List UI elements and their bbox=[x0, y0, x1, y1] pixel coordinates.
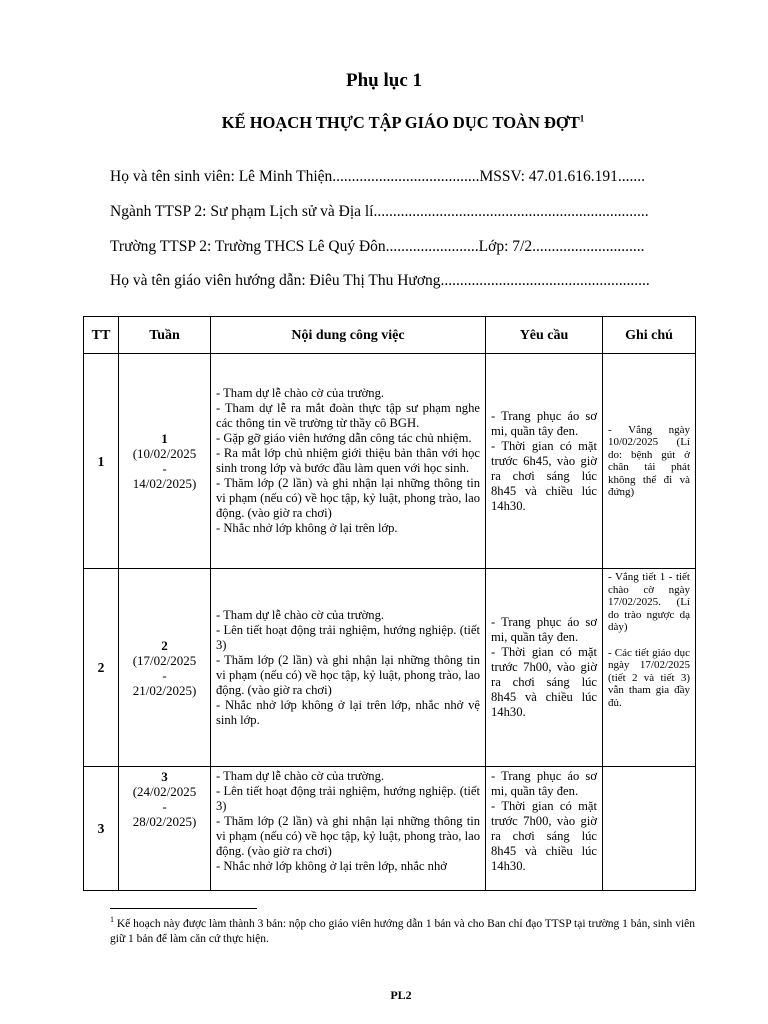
content-cell-item: - Lên tiết hoạt động trải nghiệm, hướng nghiệp. (tiết 3) bbox=[216, 784, 480, 813]
week-start: (10/02/2025 bbox=[132, 446, 197, 461]
requirements-cell-item: - Thời gian có mặt trước 7h00, vào giờ ra chơi sáng lúc 8h45 và chiều lúc 14h30. bbox=[491, 645, 597, 719]
content-cell-item: - Tham dự lễ chào cờ của trường. bbox=[216, 386, 385, 400]
content-cell-item: - Nhắc nhở lớp không ở lại trên lớp, nhắc nhở bbox=[216, 859, 447, 873]
header-week: Tuần bbox=[119, 317, 211, 354]
week-start: (17/02/2025 bbox=[132, 652, 197, 668]
appendix-title: Phụ lục 1 bbox=[345, 70, 423, 91]
content-cell bbox=[211, 354, 486, 569]
row-number: 2 bbox=[84, 569, 119, 767]
content-cell bbox=[211, 767, 486, 891]
notes-cell bbox=[603, 354, 696, 569]
header-requirements: Yêu cầu bbox=[486, 317, 603, 354]
plan-title-text: KẾ HOẠCH THỰC TẬP GIÁO DỤC TOÀN ĐỢT bbox=[221, 113, 580, 132]
week-no: 1 bbox=[161, 431, 168, 446]
content-cell-item: - Lên tiết hoạt động trải nghiệm, hướng nghiệp. (tiết 3) bbox=[216, 622, 480, 652]
content-cell-item: - Tham dự lễ chào cờ của trường. bbox=[216, 607, 385, 622]
content-cell bbox=[211, 569, 486, 767]
footnote bbox=[110, 912, 695, 947]
content-cell-item: - Thăm lớp (2 lần) và ghi nhận lại những thông tin vi phạm (nếu có) về học tập, kỷ luật, phong trào, lao động. (vào giờ ra chơi) bbox=[216, 814, 480, 858]
requirements-cell-item: - Trang phục áo sơ mi, quần tây đen. bbox=[491, 615, 597, 644]
student-info-line: Họ và tên sinh viên: Lê Minh Thiện......................................MSSV: 47.01.616.191....... bbox=[110, 168, 646, 185]
week-no: 3 bbox=[161, 769, 168, 784]
week-cell bbox=[119, 354, 211, 569]
notes-cell-item: - Các tiết giáo dục ngày 17/02/2025 (tiết 2 và tiết 3) vẫn tham gia đầy đủ. bbox=[608, 646, 690, 709]
table-row bbox=[84, 767, 696, 891]
content-cell-item: - Gặp gỡ giáo viên hướng dẫn công tác chủ nhiệm. bbox=[216, 431, 472, 445]
requirements-cell bbox=[486, 354, 603, 569]
plan-title-footnote-mark: 1 bbox=[579, 113, 585, 124]
requirements-cell-item: - Trang phục áo sơ mi, quần tây đen. bbox=[491, 408, 597, 438]
internship-plan-table bbox=[83, 316, 696, 891]
notes-cell-item: - Vắng ngày 10/02/2025 (Lí do: bệnh gút ở chân tái phát không thể đi và đứng) bbox=[608, 423, 690, 498]
table-row bbox=[84, 354, 696, 569]
requirements-cell bbox=[486, 767, 603, 891]
header-notes: Ghi chú bbox=[603, 317, 696, 354]
header-tt: TT bbox=[84, 317, 119, 354]
week-dash: - bbox=[162, 799, 167, 814]
row-number: 1 bbox=[84, 354, 119, 569]
requirements-cell bbox=[486, 569, 603, 767]
week-end: 21/02/2025) bbox=[132, 682, 197, 698]
footnote-text: Kế hoạch này được làm thành 3 bản: nộp cho giáo viên hướng dẫn 1 bản và cho Ban chỉ đạo TTSP tại trường 1 bản, sinh viên giữ 1 bản để làm căn cứ thực hiện. bbox=[110, 917, 695, 945]
week-cell bbox=[119, 767, 211, 891]
footnote-mark: 1 bbox=[110, 915, 114, 924]
week-end: 28/02/2025) bbox=[132, 814, 197, 829]
page-number: PL2 bbox=[390, 988, 412, 1002]
requirements-cell-item: - Trang phục áo sơ mi, quần tây đen. bbox=[491, 769, 597, 798]
week-start: (24/02/2025 bbox=[132, 784, 197, 799]
content-cell-item: - Thăm lớp (2 lần) và ghi nhận lại những thông tin vi phạm (nếu có) về học tập, kỷ luật, phong trào, lao động. (vào giờ ra chơi) bbox=[216, 652, 480, 697]
requirements-cell-item: - Thời gian có mặt trước 7h00, vào giờ ra chơi sáng lúc 8h45 và chiều lúc 14h30. bbox=[491, 799, 597, 873]
content-cell-item: - Tham dự lễ chào cờ của trường. bbox=[216, 769, 385, 783]
notes-cell bbox=[603, 569, 696, 767]
notes-cell bbox=[603, 767, 696, 891]
week-cell bbox=[119, 569, 211, 767]
content-cell-item: - Thăm lớp (2 lần) và ghi nhận lại những thông tin vi phạm (nếu có) về học tập, kỷ luật, phong trào, lao động. (vào giờ ra chơi) bbox=[216, 476, 480, 520]
table-header-row bbox=[84, 317, 696, 354]
week-dash: - bbox=[162, 461, 167, 476]
requirements-cell-item: - Thời gian có mặt trước 6h45, vào giờ ra chơi sáng lúc 8h45 và chiều lúc 14h30. bbox=[491, 438, 597, 513]
week-end: 14/02/2025) bbox=[132, 476, 197, 491]
notes-cell-item: - Vắng tiết 1 - tiết chào cờ ngày 17/02/2025. (Lí do trào ngược dạ dày) bbox=[608, 571, 690, 633]
footnote-divider bbox=[110, 908, 257, 909]
content-cell-item: - Nhắc nhở lớp không ở lại trên lớp. bbox=[216, 521, 398, 535]
table-row bbox=[84, 569, 696, 767]
week-dash: - bbox=[162, 667, 167, 683]
content-cell-item: - Tham dự lễ ra mắt đoàn thực tập sư phạm nghe các thông tin về trường từ thầy cô BGH. bbox=[216, 401, 480, 430]
header-content: Nội dung công việc bbox=[211, 317, 486, 354]
content-cell-item: - Nhắc nhở lớp không ở lại trên lớp, nhắc nhở vệ sinh lớp. bbox=[216, 697, 480, 727]
plan-title bbox=[0, 113, 768, 133]
content-cell-item: - Ra mắt lớp chủ nhiệm giới thiệu bản thân với học sinh trong lớp và bước đầu làm quen với học sinh. bbox=[216, 446, 480, 475]
school-info-line: Trường TTSP 2: Trường THCS Lê Quý Đôn........................Lớp: 7/2............................. bbox=[110, 238, 645, 255]
major-info-line: Ngành TTSP 2: Sư phạm Lịch sử và Địa lí....................................................................... bbox=[110, 203, 649, 220]
teacher-info-line: Họ và tên giáo viên hướng dẫn: Điêu Thị Thu Hương...................................................... bbox=[110, 272, 650, 289]
row-number: 3 bbox=[84, 767, 119, 891]
week-no: 2 bbox=[161, 637, 168, 653]
